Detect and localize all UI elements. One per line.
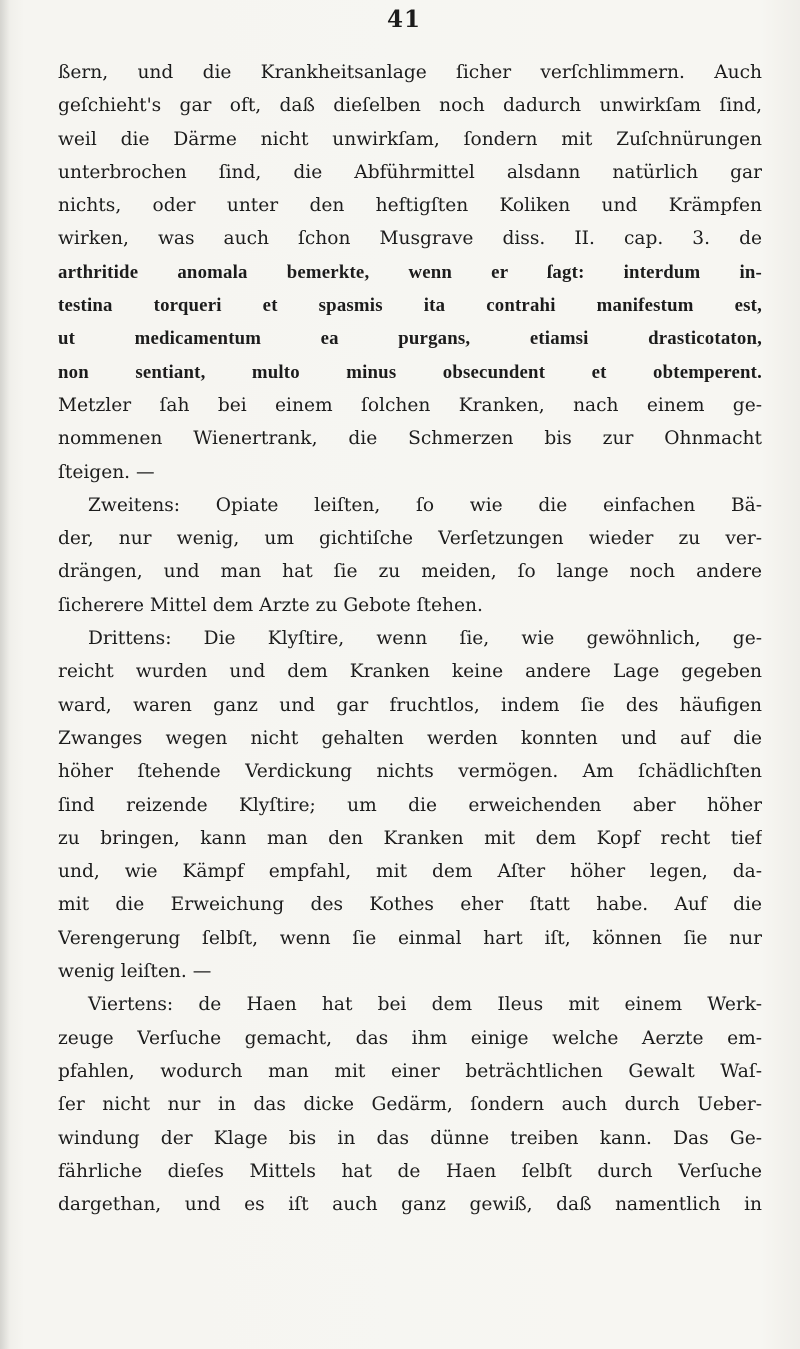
text-line: nommenen Wienertrank, die Schmerzen bis zur Ohnmacht bbox=[58, 428, 762, 450]
latin-quote-line: ut medicamentum ea purgans, etiamsi drasticotaton, bbox=[58, 328, 762, 350]
text-line: ſer nicht nur in das dicke Gedärm, ſondern auch durch Ueber- bbox=[58, 1094, 762, 1116]
text-line: windung der Klage bis in das dünne treiben kann. Das Ge- bbox=[58, 1127, 762, 1149]
body-text bbox=[58, 56, 762, 1221]
text-line: höher ſtehende Verdickung nichts vermögen. Am ſchädlichſten bbox=[58, 761, 762, 783]
text-line: ſind reizende Klyſtire; um die erweichenden aber höher bbox=[58, 794, 762, 816]
text-line: Zwanges wegen nicht gehalten werden konnten und auf die bbox=[58, 727, 762, 749]
latin-quote-line: testina torqueri et spasmis ita contrahi manifestum est, bbox=[58, 295, 762, 317]
text-line: und, wie Kämpf empfahl, mit dem Aſter höher legen, da- bbox=[58, 861, 762, 883]
text-line: ſicherere Mittel dem Arzte zu Gebote ſtehen. bbox=[58, 594, 483, 616]
text-line: wirken, was auch ſchon Musgrave diss. II. cap. 3. de bbox=[58, 228, 762, 250]
text-line: pfahlen, wodurch man mit einer beträchtlichen Gewalt Waſ- bbox=[58, 1060, 762, 1082]
text-line: geſchieht's gar oft, daß dieſelben noch dadurch unwirkſam ſind, bbox=[58, 95, 762, 117]
text-line: drängen, und man hat ſie zu meiden, ſo lange noch andere bbox=[58, 561, 762, 583]
text-line: reicht wurden und dem Kranken keine andere Lage gegeben bbox=[58, 661, 762, 683]
text-line: fährliche dieſes Mittels hat de Haen ſelbſt durch Verſuche bbox=[58, 1160, 762, 1182]
text-line: ward, waren ganz und gar fruchtlos, indem ſie des häufigen bbox=[58, 694, 762, 716]
text-line: Metzler ſah bei einem ſolchen Kranken, nach einem ge- bbox=[58, 394, 762, 416]
text-line: dargethan, und es iſt auch ganz gewiß, daß namentlich in bbox=[58, 1194, 762, 1216]
latin-quote-line: arthritide anomala bemerkte, wenn er ſagt: interdum in- bbox=[58, 261, 762, 283]
text-line: mit die Erweichung des Kothes eher ſtatt habe. Auf die bbox=[58, 894, 762, 916]
text-line: ßern, und die Krankheitsanlage ſicher verſchlimmern. Auch bbox=[58, 62, 762, 83]
page-number: 41 bbox=[386, 6, 421, 33]
text-line: wenig leiſten. — bbox=[58, 961, 212, 983]
paragraph-start-line: Drittens: Die Klyſtire, wenn ſie, wie gewöhnlich, ge- bbox=[88, 628, 762, 650]
text-line: zeuge Verſuche gemacht, das ihm einige welche Aerzte em- bbox=[58, 1027, 762, 1049]
text-line: ſteigen. — bbox=[58, 461, 155, 483]
paragraph-start-line: Zweitens: Opiate leiſten, ſo wie die einfachen Bä- bbox=[88, 494, 762, 516]
text-line: unterbrochen ſind, die Abführmittel alsdann natürlich gar bbox=[58, 161, 762, 183]
gutter-shadow bbox=[0, 0, 10, 1349]
text-line: weil die Därme nicht unwirkſam, ſondern mit Zuſchnürungen bbox=[58, 128, 762, 150]
text-line: nichts, oder unter den heftigſten Koliken und Krämpfen bbox=[58, 195, 762, 217]
paragraph-start-line: Viertens: de Haen hat bei dem Ileus mit einem Werk- bbox=[88, 994, 762, 1016]
text-line: zu bringen, kann man den Kranken mit dem Kopf recht tief bbox=[58, 827, 762, 849]
latin-quote-line: non sentiant, multo minus obsecundent et obtemperent. bbox=[58, 361, 762, 383]
text-line: Verengerung ſelbſt, wenn ſie einmal hart iſt, können ſie nur bbox=[58, 927, 762, 949]
text-line: der, nur wenig, um gichtiſche Verſetzungen wieder zu ver- bbox=[58, 528, 762, 550]
